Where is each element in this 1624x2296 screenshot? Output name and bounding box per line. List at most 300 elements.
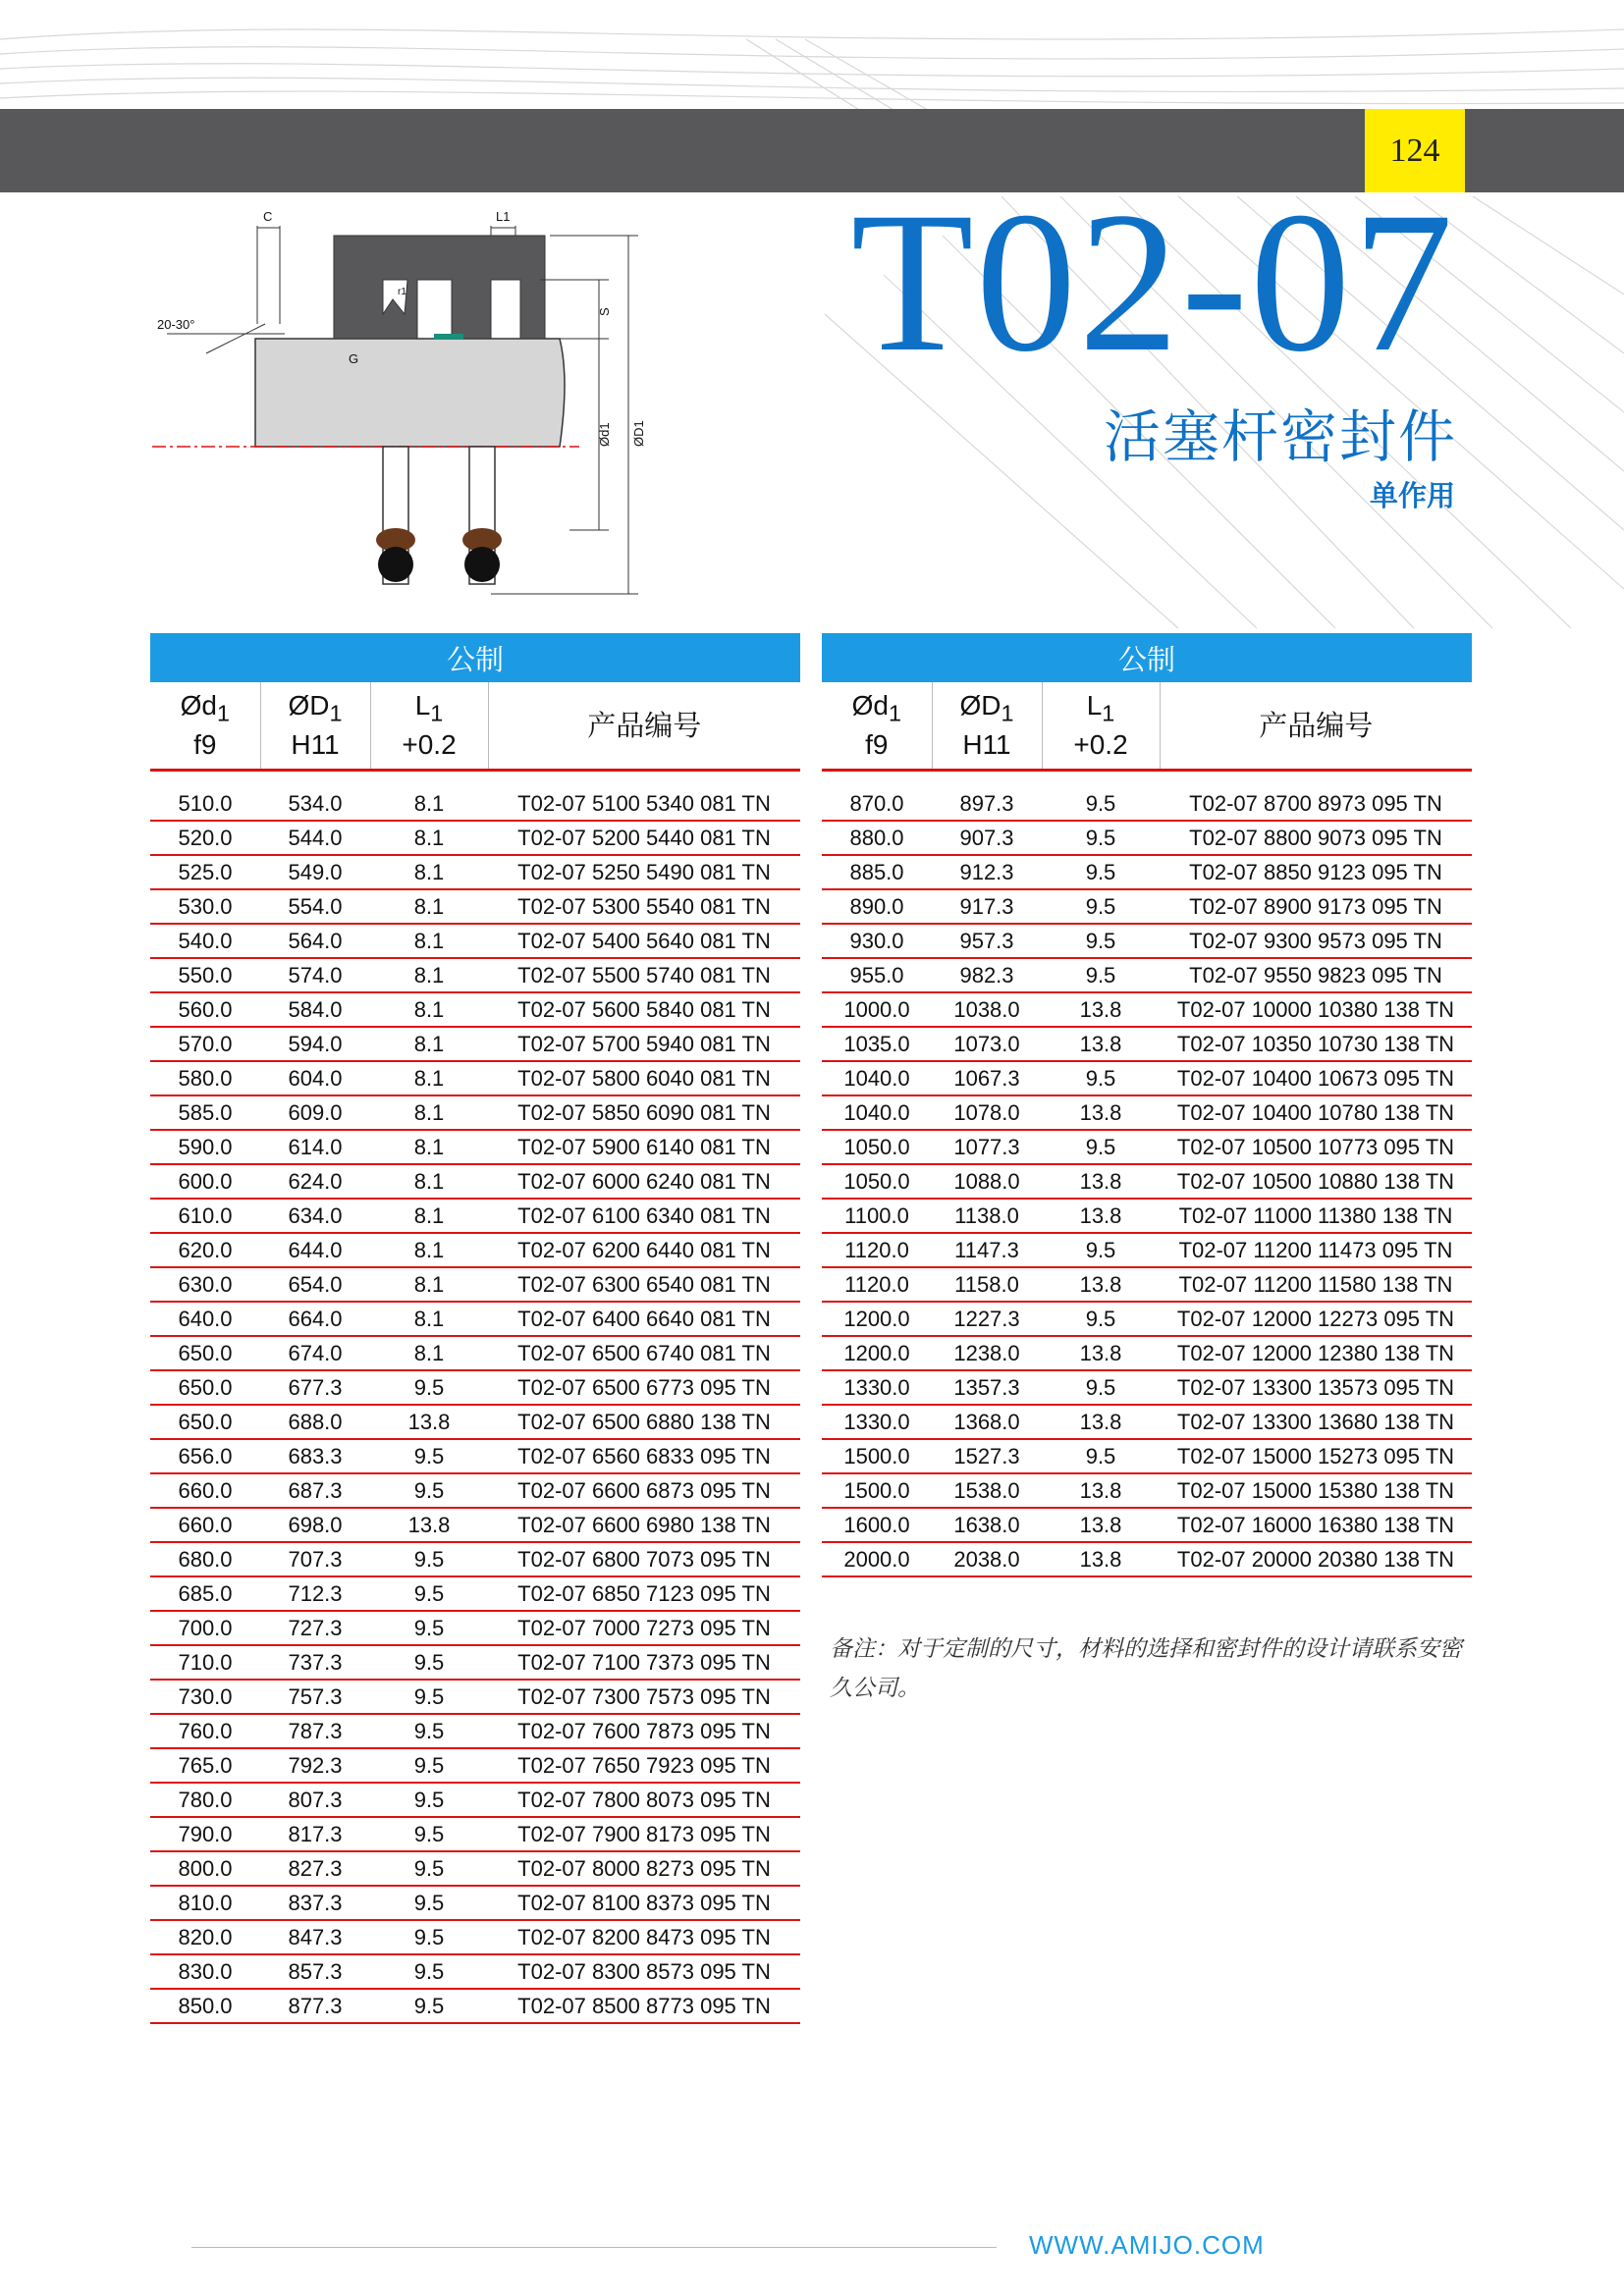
table-cell: T02-07 6500 6773 095 TN <box>488 1370 800 1405</box>
table-row <box>150 1851 800 1886</box>
table-spacer <box>150 771 800 788</box>
table-row <box>150 821 800 855</box>
table-cell: 656.0 <box>150 1439 260 1473</box>
table-row <box>150 1886 800 1920</box>
table-cell: 930.0 <box>822 924 932 958</box>
table-cell: T02-07 8700 8973 095 TN <box>1160 787 1472 821</box>
table-cell: 549.0 <box>260 855 370 889</box>
table-cell: 1238.0 <box>932 1336 1042 1370</box>
table-cell: 9.5 <box>370 1851 488 1886</box>
table-cell: 727.3 <box>260 1611 370 1645</box>
table-cell: 687.3 <box>260 1473 370 1508</box>
column-header-D1: $ØD_1$ H11 <box>932 682 1042 771</box>
table-cell: 8.1 <box>370 1302 488 1336</box>
table-row <box>822 958 1472 992</box>
table-cell: 560.0 <box>150 992 260 1027</box>
table-cell: T02-07 8900 9173 095 TN <box>1160 889 1472 924</box>
table-cell: 614.0 <box>260 1130 370 1164</box>
table-cell: 13.8 <box>1042 992 1160 1027</box>
table-cell: 13.8 <box>370 1405 488 1439</box>
table-cell: 792.3 <box>260 1748 370 1783</box>
table-cell: 554.0 <box>260 889 370 924</box>
table-cell: 8.1 <box>370 1199 488 1233</box>
table-cell: 1040.0 <box>822 1061 932 1095</box>
table-cell: T02-07 8800 9073 095 TN <box>1160 821 1472 855</box>
table-cell: 8.1 <box>370 787 488 821</box>
table-cell: T02-07 5500 5740 081 TN <box>488 958 800 992</box>
table-cell: 9.5 <box>370 1370 488 1405</box>
table-cell: 1088.0 <box>932 1164 1042 1199</box>
table-row <box>822 1439 1472 1473</box>
table-cell: 9.5 <box>370 1954 488 1989</box>
table-row <box>150 889 800 924</box>
table-cell: T02-07 9300 9573 095 TN <box>1160 924 1472 958</box>
table-cell: 712.3 <box>260 1576 370 1611</box>
table-cell: 650.0 <box>150 1336 260 1370</box>
table-row <box>150 1748 800 1783</box>
table-cell: 698.0 <box>260 1508 370 1542</box>
label-s: S <box>597 307 612 316</box>
table-cell: 870.0 <box>822 787 932 821</box>
table-cell: T02-07 11200 11473 095 TN <box>1160 1233 1472 1267</box>
table-row <box>150 1508 800 1542</box>
table-cell: T02-07 5400 5640 081 TN <box>488 924 800 958</box>
table-cell: T02-07 6560 6833 095 TN <box>488 1439 800 1473</box>
product-subtitle: 活塞杆密封件 <box>1103 403 1457 470</box>
table-row <box>822 1199 1472 1233</box>
table-cell: 609.0 <box>260 1095 370 1130</box>
table-cell: 9.5 <box>370 1886 488 1920</box>
table-cell: T02-07 6200 6440 081 TN <box>488 1233 800 1267</box>
table-cell: 8.1 <box>370 1027 488 1061</box>
table-cell: 9.5 <box>1042 1439 1160 1473</box>
table-cell: 890.0 <box>822 889 932 924</box>
column-header-L1: $L_1$ +0.2 <box>370 682 488 771</box>
table-cell: 8.1 <box>370 821 488 855</box>
table-cell: 680.0 <box>150 1542 260 1576</box>
table-cell: 8.1 <box>370 855 488 889</box>
table-row <box>150 1233 800 1267</box>
table-cell: 640.0 <box>150 1302 260 1336</box>
table-cell: T02-07 15000 15273 095 TN <box>1160 1439 1472 1473</box>
column-header-d1: $Ød_1$ f9 <box>150 682 260 771</box>
table-cell: T02-07 10350 10730 138 TN <box>1160 1027 1472 1061</box>
table-cell: 1600.0 <box>822 1508 932 1542</box>
table-row <box>150 1680 800 1714</box>
table-cell: 9.5 <box>370 1748 488 1783</box>
table-cell: 847.3 <box>260 1920 370 1954</box>
table-cell: 9.5 <box>370 1542 488 1576</box>
table-cell: 8.1 <box>370 1233 488 1267</box>
table-cell: T02-07 12000 12273 095 TN <box>1160 1302 1472 1336</box>
table-cell: T02-07 6100 6340 081 TN <box>488 1199 800 1233</box>
table-cell: T02-07 6600 6980 138 TN <box>488 1508 800 1542</box>
table-cell: 9.5 <box>1042 821 1160 855</box>
table-cell: 550.0 <box>150 958 260 992</box>
table-row <box>150 1542 800 1576</box>
table-cell: T02-07 11200 11580 138 TN <box>1160 1267 1472 1302</box>
column-header-product-code: 产品编号 <box>488 682 800 771</box>
table-row <box>150 1920 800 1954</box>
table-cell: T02-07 8850 9123 095 TN <box>1160 855 1472 889</box>
table-cell: 787.3 <box>260 1714 370 1748</box>
table-cell: 688.0 <box>260 1405 370 1439</box>
table-row <box>822 1267 1472 1302</box>
table-row <box>822 1164 1472 1199</box>
page-number: 124 <box>1365 109 1465 192</box>
table-cell: 9.5 <box>370 1920 488 1954</box>
table-cell: 780.0 <box>150 1783 260 1817</box>
table-cell: T02-07 6300 6540 081 TN <box>488 1267 800 1302</box>
table-cell: 9.5 <box>1042 1302 1160 1336</box>
table-cell: 790.0 <box>150 1817 260 1851</box>
table-cell: 1147.3 <box>932 1233 1042 1267</box>
table-cell: 807.3 <box>260 1783 370 1817</box>
table-row <box>822 924 1472 958</box>
table-cell: T02-07 13300 13680 138 TN <box>1160 1405 1472 1439</box>
table-cell: 634.0 <box>260 1199 370 1233</box>
column-header-product-code: 产品编号 <box>1160 682 1472 771</box>
table-row <box>150 992 800 1027</box>
table-cell: T02-07 5800 6040 081 TN <box>488 1061 800 1095</box>
table-cell: 1138.0 <box>932 1199 1042 1233</box>
table-cell: 1100.0 <box>822 1199 932 1233</box>
footer-website-link[interactable]: WWW.AMIJO.COM <box>1029 2230 1265 2260</box>
table-cell: 9.5 <box>1042 924 1160 958</box>
table-cell: 9.5 <box>370 1817 488 1851</box>
table-cell: 1638.0 <box>932 1508 1042 1542</box>
table-cell: 1368.0 <box>932 1405 1042 1439</box>
table-cell: 600.0 <box>150 1164 260 1199</box>
table-cell: 907.3 <box>932 821 1042 855</box>
table-cell: 917.3 <box>932 889 1042 924</box>
label-oD1: ØD1 <box>631 420 646 447</box>
table-cell: 1330.0 <box>822 1405 932 1439</box>
table-cell: 8.1 <box>370 1267 488 1302</box>
table-cell: 897.3 <box>932 787 1042 821</box>
table-cell: 584.0 <box>260 992 370 1027</box>
table-row <box>150 1199 800 1233</box>
table-row <box>822 1336 1472 1370</box>
table-cell: 1357.3 <box>932 1370 1042 1405</box>
table-cell: 857.3 <box>260 1954 370 1989</box>
table-cell: 677.3 <box>260 1370 370 1405</box>
table-cell: 1038.0 <box>932 992 1042 1027</box>
table-cell: 13.8 <box>1042 1164 1160 1199</box>
table-cell: 850.0 <box>150 1989 260 2023</box>
table-cell: 760.0 <box>150 1714 260 1748</box>
table-cell: T02-07 8200 8473 095 TN <box>488 1920 800 1954</box>
table-cell: 2000.0 <box>822 1542 932 1576</box>
table-cell: 1200.0 <box>822 1302 932 1336</box>
table-cell: 564.0 <box>260 924 370 958</box>
table-cell: 1330.0 <box>822 1370 932 1405</box>
table-cell: 1120.0 <box>822 1267 932 1302</box>
table-cell: 9.5 <box>370 1714 488 1748</box>
table-row <box>150 1576 800 1611</box>
table-row <box>150 855 800 889</box>
table-row <box>822 1405 1472 1439</box>
table-cell: 2038.0 <box>932 1542 1042 1576</box>
table-row <box>822 1027 1472 1061</box>
table-cell: 912.3 <box>932 855 1042 889</box>
table-cell: T02-07 5250 5490 081 TN <box>488 855 800 889</box>
table-cell: T02-07 10500 10773 095 TN <box>1160 1130 1472 1164</box>
table-cell: 13.8 <box>1042 1473 1160 1508</box>
table-cell: T02-07 5300 5540 081 TN <box>488 889 800 924</box>
table-cell: 1050.0 <box>822 1164 932 1199</box>
table-row <box>822 889 1472 924</box>
table-cell: 630.0 <box>150 1267 260 1302</box>
table-cell: 820.0 <box>150 1920 260 1954</box>
table-row <box>150 1336 800 1370</box>
table-row <box>150 1439 800 1473</box>
table-cell: 9.5 <box>1042 1061 1160 1095</box>
table-cell: 1120.0 <box>822 1233 932 1267</box>
table-cell: 9.5 <box>1042 1370 1160 1405</box>
metric-table-left <box>150 633 800 2024</box>
table-row <box>822 821 1472 855</box>
table-cell: 13.8 <box>1042 1095 1160 1130</box>
table-cell: T02-07 6800 7073 095 TN <box>488 1542 800 1576</box>
table-cell: T02-07 6500 6880 138 TN <box>488 1405 800 1439</box>
table-row <box>822 992 1472 1027</box>
table-row <box>822 1508 1472 1542</box>
table-row <box>150 1061 800 1095</box>
column-header-d1: $Ød_1$ f9 <box>822 682 932 771</box>
table-cell: 570.0 <box>150 1027 260 1061</box>
table-cell: 534.0 <box>260 787 370 821</box>
table-cell: T02-07 7900 8173 095 TN <box>488 1817 800 1851</box>
table-cell: 810.0 <box>150 1886 260 1920</box>
table-row <box>150 1954 800 1989</box>
column-header-D1: $ØD_1$ H11 <box>260 682 370 771</box>
table-cell: 13.8 <box>1042 1508 1160 1542</box>
table-cell: 9.5 <box>370 1576 488 1611</box>
table-cell: 830.0 <box>150 1954 260 1989</box>
table-cell: 13.8 <box>1042 1199 1160 1233</box>
table-cell: 957.3 <box>932 924 1042 958</box>
table-row <box>822 1473 1472 1508</box>
table-cell: 9.5 <box>1042 958 1160 992</box>
table-cell: 525.0 <box>150 855 260 889</box>
table-cell: T02-07 7650 7923 095 TN <box>488 1748 800 1783</box>
table-cell: 610.0 <box>150 1199 260 1233</box>
table-cell: 685.0 <box>150 1576 260 1611</box>
table-cell: T02-07 5600 5840 081 TN <box>488 992 800 1027</box>
table-cell: 1067.3 <box>932 1061 1042 1095</box>
table-cell: T02-07 6400 6640 081 TN <box>488 1302 800 1336</box>
table-cell: T02-07 5200 5440 081 TN <box>488 821 800 855</box>
table-cell: 683.3 <box>260 1439 370 1473</box>
table-cell: 13.8 <box>1042 1336 1160 1370</box>
table-row <box>150 1370 800 1405</box>
label-r1: r1 <box>398 287 406 297</box>
table-cell: T02-07 10400 10780 138 TN <box>1160 1095 1472 1130</box>
table-row <box>150 1027 800 1061</box>
table-cell: 590.0 <box>150 1130 260 1164</box>
label-od1: Ød1 <box>597 422 612 447</box>
table-cell: 9.5 <box>370 1439 488 1473</box>
table-cell: 13.8 <box>1042 1405 1160 1439</box>
footer-divider <box>191 2247 997 2248</box>
table-cell: 13.8 <box>370 1508 488 1542</box>
table-cell: 1000.0 <box>822 992 932 1027</box>
table-cell: 827.3 <box>260 1851 370 1886</box>
table-cell: 1158.0 <box>932 1267 1042 1302</box>
table-row <box>150 1783 800 1817</box>
table-cell: 650.0 <box>150 1405 260 1439</box>
table-caption: 公制 <box>150 633 800 682</box>
table-cell: T02-07 7100 7373 095 TN <box>488 1645 800 1680</box>
table-cell: 9.5 <box>1042 855 1160 889</box>
table-row <box>150 1714 800 1748</box>
table-cell: T02-07 10500 10880 138 TN <box>1160 1164 1472 1199</box>
table-cell: 9.5 <box>370 1645 488 1680</box>
table-cell: 885.0 <box>822 855 932 889</box>
table-cell: 624.0 <box>260 1164 370 1199</box>
table-cell: 8.1 <box>370 958 488 992</box>
table-row <box>822 1542 1472 1576</box>
table-cell: 800.0 <box>150 1851 260 1886</box>
table-cell: 8.1 <box>370 1130 488 1164</box>
footnote: 备注：对于定制的尺寸，材料的选择和密封件的设计请联系安密久公司。 <box>830 1636 1462 1701</box>
table-cell: 1050.0 <box>822 1130 932 1164</box>
table-cell: T02-07 7600 7873 095 TN <box>488 1714 800 1748</box>
table-cell: T02-07 7800 8073 095 TN <box>488 1783 800 1817</box>
table-row <box>150 1817 800 1851</box>
table-cell: 660.0 <box>150 1473 260 1508</box>
table-cell: 8.1 <box>370 889 488 924</box>
table-cell: 710.0 <box>150 1645 260 1680</box>
table-cell: T02-07 9550 9823 095 TN <box>1160 958 1472 992</box>
table-cell: T02-07 6600 6873 095 TN <box>488 1473 800 1508</box>
table-cell: 580.0 <box>150 1061 260 1095</box>
table-row <box>822 1061 1472 1095</box>
table-cell: 1500.0 <box>822 1473 932 1508</box>
table-cell: 9.5 <box>1042 889 1160 924</box>
table-cell: T02-07 15000 15380 138 TN <box>1160 1473 1472 1508</box>
label-angle: 20-30° <box>157 317 195 332</box>
table-cell: 9.5 <box>370 1611 488 1645</box>
column-header-L1: $L_1$ +0.2 <box>1042 682 1160 771</box>
table-row <box>150 1405 800 1439</box>
table-cell: 817.3 <box>260 1817 370 1851</box>
seal-cross-section-diagram <box>147 206 668 609</box>
table-cell: 520.0 <box>150 821 260 855</box>
table-cell: 8.1 <box>370 1095 488 1130</box>
table-cell: 8.1 <box>370 1061 488 1095</box>
table-row <box>822 1302 1472 1336</box>
table-cell: T02-07 8100 8373 095 TN <box>488 1886 800 1920</box>
label-c: C <box>263 209 273 224</box>
table-cell: 604.0 <box>260 1061 370 1095</box>
table-cell: T02-07 10000 10380 138 TN <box>1160 992 1472 1027</box>
table-cell: 955.0 <box>822 958 932 992</box>
table-row <box>822 1370 1472 1405</box>
table-cell: 13.8 <box>1042 1542 1160 1576</box>
table-cell: T02-07 8500 8773 095 TN <box>488 1989 800 2023</box>
table-cell: T02-07 16000 16380 138 TN <box>1160 1508 1472 1542</box>
table-cell: 9.5 <box>370 1989 488 2023</box>
table-row <box>822 855 1472 889</box>
table-row <box>150 1164 800 1199</box>
table-row <box>150 1473 800 1508</box>
table-cell: T02-07 7300 7573 095 TN <box>488 1680 800 1714</box>
label-l1: L1 <box>496 209 511 224</box>
table-cell: T02-07 5900 6140 081 TN <box>488 1130 800 1164</box>
table-row <box>150 1645 800 1680</box>
table-cell: 530.0 <box>150 889 260 924</box>
table-cell: 510.0 <box>150 787 260 821</box>
table-row <box>150 1130 800 1164</box>
table-row <box>150 924 800 958</box>
table-cell: 1527.3 <box>932 1439 1042 1473</box>
table-cell: 9.5 <box>1042 787 1160 821</box>
table-cell: 1077.3 <box>932 1130 1042 1164</box>
table-cell: T02-07 6000 6240 081 TN <box>488 1164 800 1199</box>
table-row <box>822 787 1472 821</box>
table-cell: 13.8 <box>1042 1027 1160 1061</box>
table-row <box>822 1095 1472 1130</box>
table-cell: T02-07 10400 10673 095 TN <box>1160 1061 1472 1095</box>
table-row <box>150 1611 800 1645</box>
table-row <box>150 1302 800 1336</box>
table-cell: 707.3 <box>260 1542 370 1576</box>
table-row <box>150 1095 800 1130</box>
table-cell: 1227.3 <box>932 1302 1042 1336</box>
table-cell: 1200.0 <box>822 1336 932 1370</box>
table-cell: T02-07 11000 11380 138 TN <box>1160 1199 1472 1233</box>
table-cell: 9.5 <box>370 1680 488 1714</box>
table-row <box>150 1989 800 2023</box>
table-cell: 1538.0 <box>932 1473 1042 1508</box>
table-cell: T02-07 13300 13573 095 TN <box>1160 1370 1472 1405</box>
table-caption: 公制 <box>822 633 1472 682</box>
table-row <box>150 787 800 821</box>
table-row <box>822 1233 1472 1267</box>
table-row <box>150 958 800 992</box>
table-cell: 877.3 <box>260 1989 370 2023</box>
table-cell: 1073.0 <box>932 1027 1042 1061</box>
table-cell: 650.0 <box>150 1370 260 1405</box>
table-cell: 9.5 <box>1042 1233 1160 1267</box>
table-cell: 837.3 <box>260 1886 370 1920</box>
product-type-label: 单作用 <box>1369 481 1455 512</box>
table-cell: 574.0 <box>260 958 370 992</box>
table-cell: T02-07 8000 8273 095 TN <box>488 1851 800 1886</box>
table-cell: T02-07 20000 20380 138 TN <box>1160 1542 1472 1576</box>
table-cell: 620.0 <box>150 1233 260 1267</box>
table-cell: 544.0 <box>260 821 370 855</box>
table-cell: 13.8 <box>1042 1267 1160 1302</box>
table-cell: 8.1 <box>370 1336 488 1370</box>
table-spacer <box>822 771 1472 788</box>
table-cell: 737.3 <box>260 1645 370 1680</box>
metric-table-right <box>822 633 1472 1577</box>
table-cell: 982.3 <box>932 958 1042 992</box>
table-cell: 765.0 <box>150 1748 260 1783</box>
table-cell: T02-07 5100 5340 081 TN <box>488 787 800 821</box>
table-cell: 8.1 <box>370 1164 488 1199</box>
table-cell: 1035.0 <box>822 1027 932 1061</box>
table-cell: 757.3 <box>260 1680 370 1714</box>
table-cell: T02-07 7000 7273 095 TN <box>488 1611 800 1645</box>
table-cell: 674.0 <box>260 1336 370 1370</box>
table-cell: T02-07 6850 7123 095 TN <box>488 1576 800 1611</box>
table-cell: 8.1 <box>370 924 488 958</box>
table-cell: 9.5 <box>370 1473 488 1508</box>
